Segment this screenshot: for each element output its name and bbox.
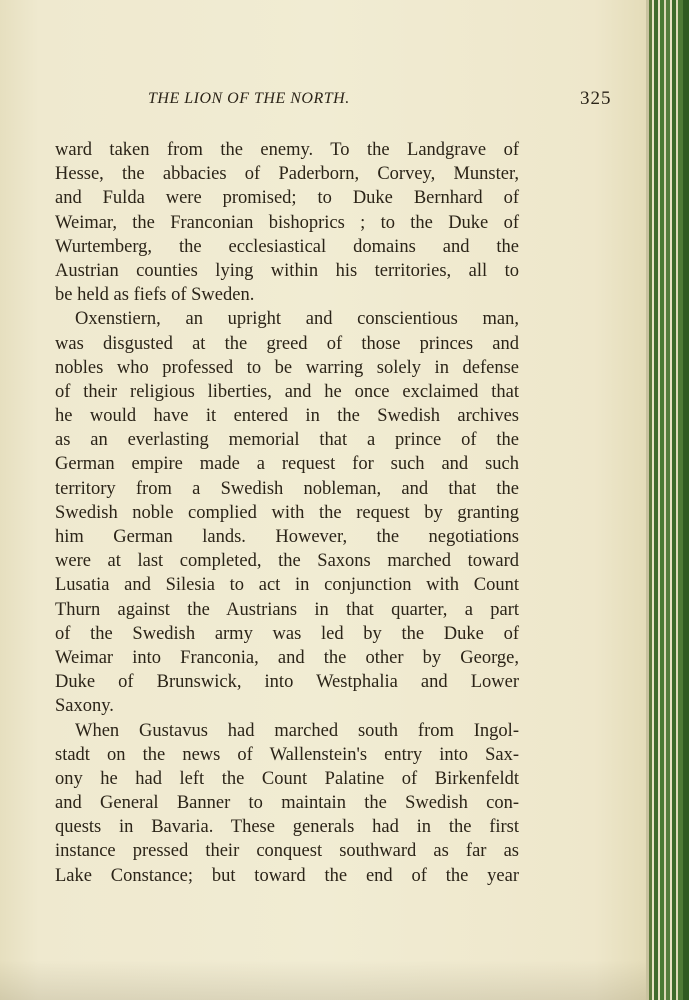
body-text [55,138,519,888]
text-line: ony he had left the Count Palatine of Birkenfeldt [55,768,519,789]
text-line: Lake Constance; but toward the end of the year [55,865,519,886]
text-line: Saxony. [55,696,114,717]
running-header: THE LION OF THE NORTH. [148,90,350,107]
text-line: him German lands. However, the negotiations [55,527,519,547]
text-line: be held as fiefs of Sweden. [55,285,255,306]
text-line: Austrian counties lying within his territories, all to [55,260,519,281]
text-line: was disgusted at the greed of those princes and [55,333,519,354]
paragraph [55,719,519,888]
paragraph [55,307,519,718]
text-line: instance pressed their conquest southward as far as [55,841,519,862]
text-line: Hesse, the abbacies of Paderborn, Corvey, Munster, [55,164,519,185]
text-line: he would have it entered in the Swedish archives [55,406,519,427]
text-line: Oxenstiern, an upright and conscientious man, [75,309,519,330]
paragraph [55,138,519,307]
text-line: of their religious liberties, and he once exclaimed that [55,381,519,402]
text-line: Weimar, the Franconian bishoprics ; to the Duke of [55,212,519,233]
text-line: ward taken from the enemy. To the Landgrave of [55,140,519,160]
text-line: stadt on the news of Wallenstein's entry into Sax- [55,744,519,765]
text-line: nobles who professed to be warring solely in defense [55,357,519,378]
page-bottom-shadow [0,960,646,1000]
text-line: as an everlasting memorial that a prince of the [55,430,519,451]
text-line: territory from a Swedish nobleman, and that the [55,478,519,499]
text-line: Lusatia and Silesia to act in conjunction with Count [55,575,519,596]
text-line: German empire made a request for such and such [55,454,519,475]
text-line: Wurtemberg, the ecclesiastical domains and the [55,236,519,257]
text-line: were at last completed, the Saxons marched toward [55,551,519,572]
text-line: Thurn against the Austrians in that quarter, a part [55,599,519,620]
text-line: Swedish noble complied with the request by granting [55,502,519,523]
text-line: and Fulda were promised; to Duke Bernhard of [55,188,519,209]
text-line: When Gustavus had marched south from Ingol- [75,720,519,741]
book-binding-edge [646,0,689,1000]
text-line: quests in Bavaria. These generals had in the first [55,817,519,838]
text-line: Duke of Brunswick, into Westphalia and Lower [55,672,519,693]
text-line: of the Swedish army was led by the Duke of [55,623,519,644]
page-number: 325 [580,88,612,109]
text-line: and General Banner to maintain the Swedish con- [55,793,519,814]
text-line: Weimar into Franconia, and the other by George, [55,647,519,668]
